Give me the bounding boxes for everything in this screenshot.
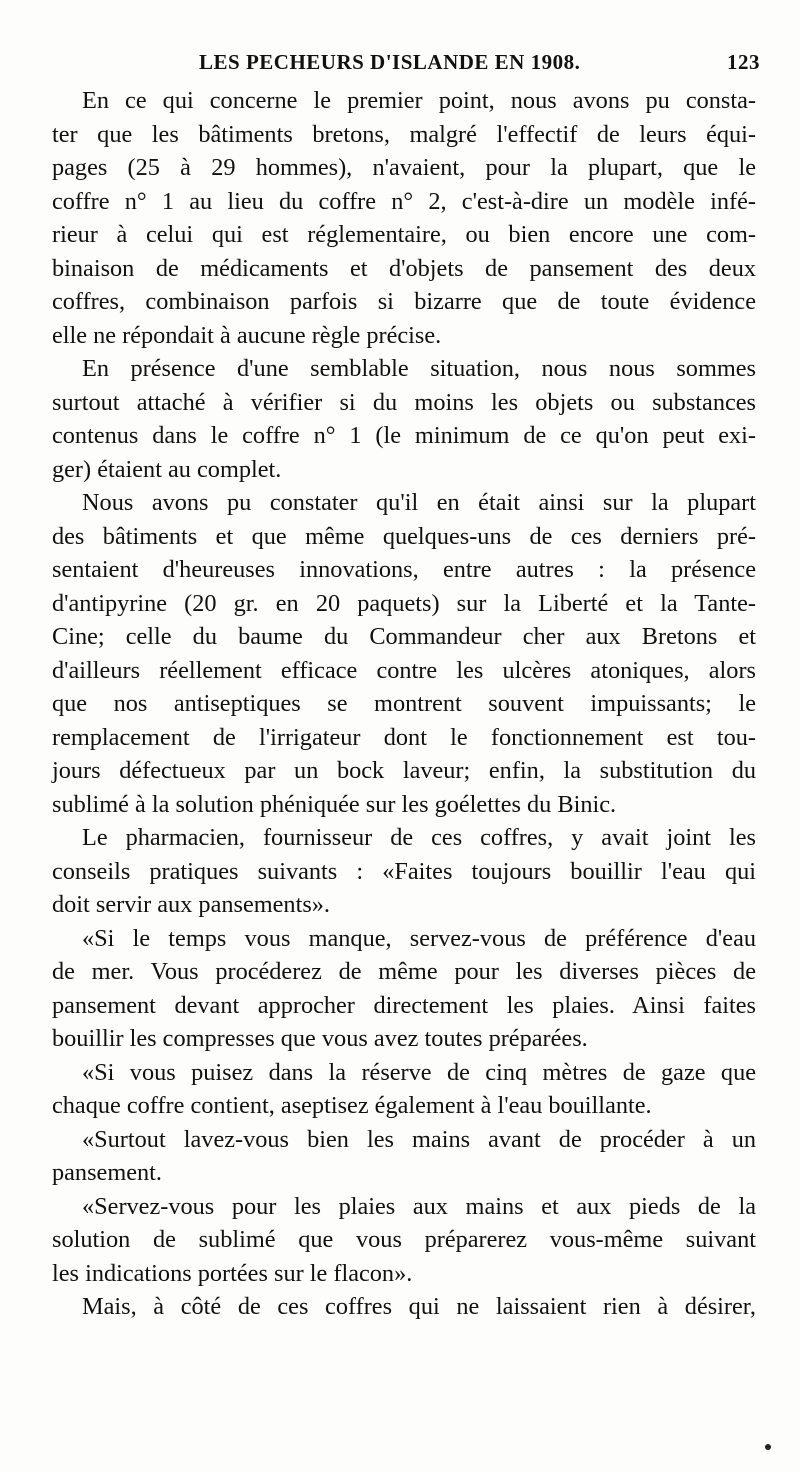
text-line: «Si le temps vous manque, servez-vous de préférence d'eau xyxy=(82,924,756,952)
running-header xyxy=(52,44,760,80)
text-line: pansement. xyxy=(52,1159,162,1186)
text-line: Nous avons pu constater qu'il en était ainsi sur la plupart xyxy=(82,489,756,516)
ink-dot xyxy=(765,1444,771,1450)
text-line: d'antipyrine (20 gr. en 20 paquets) sur la Liberté et la Tante- xyxy=(52,589,756,617)
text-line: «Surtout lavez-vous bien les mains avant de procéder à un xyxy=(82,1125,756,1153)
text-line: pages (25 à 29 hommes), n'avaient, pour la plupart, que le xyxy=(52,154,756,181)
text-line: remplacement de l'irrigateur dont le fonctionnement est tou- xyxy=(52,723,756,751)
text-line: Mais, à côté de ces coffres qui ne laissaient rien à désirer, xyxy=(82,1293,756,1320)
text-line: sublimé à la solution phéniquée sur les goélettes du Binic. xyxy=(52,790,617,818)
text-line: ger) étaient au complet. xyxy=(52,455,282,483)
text-line: sentaient d'heureuses innovations, entre autres : la présence xyxy=(52,556,756,583)
text-line: doit servir aux pansements». xyxy=(52,891,331,918)
text-line: coffre n° 1 au lieu du coffre n° 2, c'est-à-dire un modèle infé- xyxy=(52,187,756,215)
text-line: solution de sublimé que vous préparerez vous-même suivant xyxy=(52,1226,756,1253)
text-line: chaque coffre contient, aseptisez également à l'eau bouillante. xyxy=(52,1092,652,1119)
text-line: conseils pratiques suivants : «Faites toujours bouillir l'eau qui xyxy=(52,857,756,885)
text-line: En ce qui concerne le premier point, nous avons pu consta- xyxy=(82,87,756,114)
text-line: ter que les bâtiments bretons, malgré l'effectif de leurs équi- xyxy=(52,120,756,148)
text-line: binaison de médicaments et d'objets de pansement des deux xyxy=(52,254,756,282)
text-line: bouillir les compresses que vous avez toutes préparées. xyxy=(52,1025,588,1052)
text-line: jours défectueux par un bock laveur; enfin, la substitution du xyxy=(52,757,756,784)
text-line: les indications portées sur le flacon». xyxy=(52,1259,413,1287)
body-text xyxy=(52,84,756,1324)
text-line: Le pharmacien, fournisseur de ces coffres, y avait joint les xyxy=(82,824,756,851)
text-line: contenus dans le coffre n° 1 (le minimum de ce qu'on peut exi- xyxy=(52,422,756,449)
running-title: LES PECHEURS D'ISLANDE EN 1908. xyxy=(199,50,581,74)
text-line: rieur à celui qui est réglementaire, ou bien encore une com- xyxy=(52,221,756,248)
text-line: des bâtiments et que même quelques-uns de ces derniers pré- xyxy=(52,522,756,550)
text-line: Cine; celle du baume du Commandeur cher aux Bretons et xyxy=(52,623,756,650)
text-line: En présence d'une semblable situation, nous nous sommes xyxy=(82,355,756,382)
text-line: elle ne répondait à aucune règle précise. xyxy=(52,321,442,349)
text-line: de mer. Vous procéderez de même pour les diverses pièces de xyxy=(52,958,756,985)
page-number: 123 xyxy=(727,50,760,74)
text-line: surtout attaché à vérifier si du moins les objets ou substances xyxy=(52,388,756,416)
text-line: «Servez-vous pour les plaies aux mains et aux pieds de la xyxy=(82,1192,756,1220)
text-line: d'ailleurs réellement efficace contre les ulcères atoniques, alors xyxy=(52,656,756,684)
text-line: que nos antiseptiques se montrent souvent impuissants; le xyxy=(52,690,756,717)
text-line: «Si vous puisez dans la réserve de cinq mètres de gaze que xyxy=(82,1058,756,1086)
text-line: coffres, combinaison parfois si bizarre que de toute évidence xyxy=(52,288,756,315)
text-line: pansement devant approcher directement les plaies. Ainsi faites xyxy=(52,991,756,1019)
